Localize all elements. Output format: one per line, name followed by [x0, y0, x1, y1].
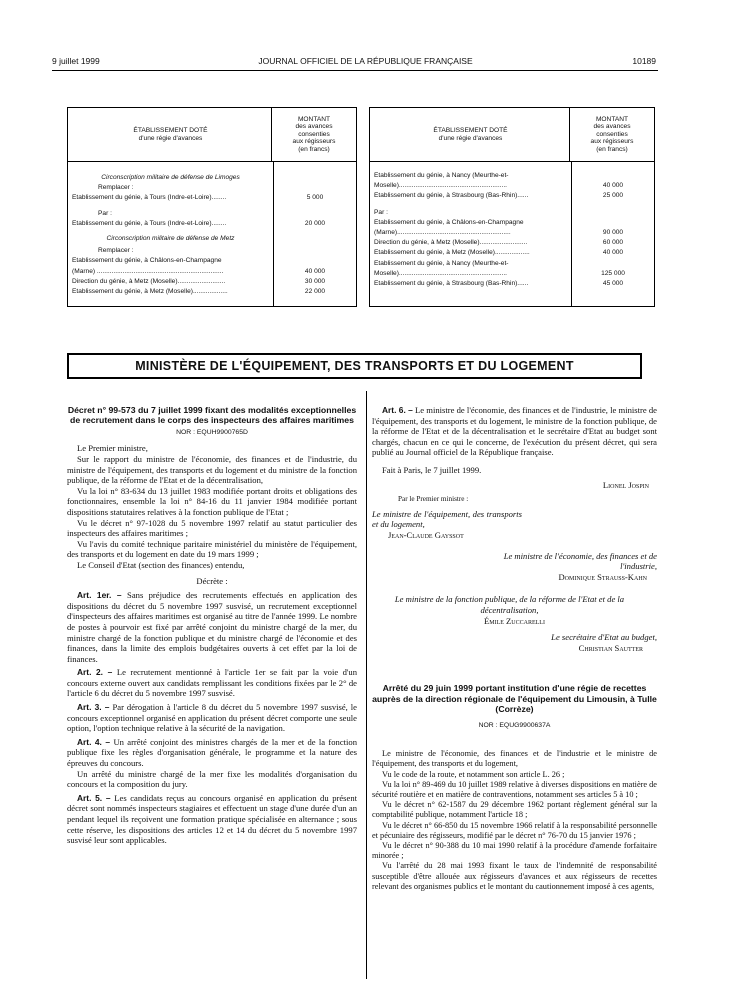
arrete-paragraph: Vu le décret n° 90-388 du 10 mai 1990 relatif à la procédure d'amende forfaitaire minorée ;	[372, 840, 657, 861]
left-column	[67, 405, 357, 846]
column-separator	[366, 391, 367, 979]
table-row-label: Etablissement du génie, à Tours (Indre-et-Loire)........	[72, 219, 227, 227]
table-right	[369, 107, 655, 307]
table-row-label: Etablissement du génie, à Strasbourg (Bas-Rhin)......	[374, 280, 529, 287]
header-rule	[52, 70, 658, 71]
table-row-label: Etablissement du génie, à Metz (Moselle)...................	[374, 249, 530, 257]
right-column	[372, 405, 657, 892]
done-at: Fait à Paris, le 7 juillet 1999.	[382, 464, 482, 475]
table-row-label: Etablissement du génie, à Châlons-en-Champagne	[72, 257, 222, 265]
preamble-paragraph: Le Conseil d'Etat (section des finances) entendu,	[77, 559, 245, 570]
table-row-label: Remplacer :	[98, 184, 134, 192]
article-paragraph: Un arrêté du ministre chargé de la mer fixe les modalités d'organisation du concours et la composition du jury.	[67, 768, 357, 790]
sig2-role: Le ministre de l'économie, des finances et de l'industrie,	[503, 550, 657, 572]
arrete-paragraph: Vu la loi n° 89-469 du 10 juillet 1989 relative à diverses dispositions en matière de sécurité routière et en matière de contraventions, notamment ses articles 5 à 10 ;	[372, 779, 657, 799]
decrete: Décrète :	[196, 575, 228, 586]
preamble-paragraph: Sur le rapport du ministre de l'économie, des finances et de l'industrie, du ministre de l'équipement, des transports et du logement et du ministre de la fonction publique, de la réforme de l'Etat et de la décentralisation,	[67, 454, 357, 486]
arrete-paragraph: Vu le décret n° 66-850 du 15 novembre 1966 relatif à la responsabilité personnelle et pécuniaire des régisseurs, modifié par le décret n° 76-70 du 15 janvier 1976 ;	[372, 820, 657, 840]
signatory-pm: Lionel Jospin	[602, 479, 649, 490]
table-row-label: Etablissement du génie, à Nancy (Meurthe-et-	[374, 259, 509, 267]
sig4-role: Le secrétaire d'Etat au budget,	[551, 632, 657, 643]
table-row-amount: 22 000	[304, 288, 326, 295]
table-row-label: Par :	[98, 209, 112, 217]
table-row-amount: 90 000	[602, 229, 624, 236]
col-amount-header: MONTANT des avances consenties aux régisseurs (en francs)	[569, 108, 654, 161]
preamble-paragraph: Vu l'avis du comité technique paritaire ministériel du ministère de l'équipement, des transports et du logement en date du 19 mars 1999 ;	[67, 538, 357, 560]
col-amount-header: MONTANT des avances consenties aux régisseurs (en francs)	[271, 108, 356, 161]
table-row-amount: 40 000	[304, 267, 326, 275]
sig1-role: Le ministre de l'équipement, des transports et du logement,	[372, 508, 522, 530]
arrete-paragraph: Vu le décret n° 62-1587 du 29 décembre 1962 portant règlement général sur la comptabilité publique, notamment l'article 18 ;	[372, 800, 657, 820]
table-row-amount: 45 000	[602, 280, 624, 287]
table-left	[67, 107, 357, 307]
preamble-paragraph: Vu le décret n° 97-1028 du 5 novembre 1997 relatif au statut particulier des inspecteurs des affaires maritimes ;	[67, 517, 357, 539]
table-row-label: Etablissement du génie, à Metz (Moselle)...................	[72, 288, 228, 295]
sig3-role: Le ministre de la fonction publique, de la réforme de l'Etat et de la décentralisation,	[394, 594, 625, 615]
arrete-paragraph: Le ministre de l'économie, des finances et de l'industrie et le ministre de l'équipement, des transports et du logement,	[372, 749, 657, 769]
table-row-label: Etablissement du génie, à Châlons-en-Champagne	[374, 218, 524, 226]
table-row-label: Remplacer :	[98, 247, 134, 255]
table-row-amount: 20 000	[304, 219, 326, 227]
table-row-label: Etablissement du génie, à Nancy (Meurthe-et-	[374, 172, 509, 179]
arrete-title: Arrêté du 29 juin 1999 portant institution d'une régie de recettes auprès de la direction régionale de l'équipement du Limousin, à Tulle (Corrèze)	[372, 683, 657, 715]
table-row-label: Circonscription militaire de défense de Limoges	[101, 174, 240, 181]
header-date: 9 juillet 1999	[52, 56, 100, 66]
decree-title: Décret n° 99-573 du 7 juillet 1999 fixant des modalités exceptionnelles de recrutement dans le corps des inspecteurs des affaires maritimes	[67, 405, 357, 426]
col-establishment-header: ÉTABLISSEMENT DOTÉ d'une régie d'avances	[133, 126, 208, 142]
table-row-label: Direction du génie, à Metz (Moselle)..........................	[374, 239, 528, 247]
table-row-amount: 125 000	[601, 269, 625, 277]
article-paragraph: Art. 2. – Le recrutement mentionné à l'article 1er se fait par la voie d'un concours externe ouvert aux candidats remplissant les conditions fixées par le 2° de l'article 6 du décret du 5 novembre 1997 susvisé.	[67, 667, 358, 699]
decree-articles	[67, 590, 357, 846]
arrete-paragraph: Vu l'arrêté du 28 mai 1993 fixant le taux de l'indemnité de responsabilité susceptible d'être allouée aux régisseurs d'avances et aux régisseurs de recettes relevant des organismes publics et le montant du cautionnement imposé à ces agents,	[372, 861, 657, 891]
table-row-label: (Marne)..............................................................	[374, 229, 511, 236]
table-row-label: Etablissement du génie, à Strasbourg (Bas-Rhin)......	[374, 192, 529, 200]
table-row-amount: 25 000	[602, 192, 624, 200]
preamble-paragraph: Vu la loi n° 83-634 du 13 juillet 1983 modifiée portant droits et obligations des fonctionnaires, ensemble la loi n° 84-16 du 11 janvier 1984 modifiée portant dispositions statutaires relatives à la fonction publique de l'Etat ;	[67, 485, 357, 517]
preamble-paragraph: Le Premier ministre,	[77, 443, 148, 454]
journal-title: JOURNAL OFFICIEL DE LA RÉPUBLIQUE FRANÇAISE	[258, 56, 473, 66]
table-row-label: Moselle)...........................................................	[374, 269, 508, 277]
table-row-amount: 40 000	[602, 182, 624, 190]
arrete-paragraph: Vu le code de la route, et notamment son article L. 26 ;	[382, 769, 565, 779]
table-row-label: Moselle)...........................................................	[374, 182, 508, 190]
sig4-name: Christian Sautter	[578, 642, 643, 653]
article-paragraph: Art. 1er. – Sans préjudice des recrutements effectués en application des dispositions du décret du 5 novembre 1997 susvisé, un recrutement exceptionnel d'inspecteurs des affaires maritimes est organisé au titre de l'année 1999. Le nombre de postes à pourvoir est fixé par arrêté conjoint du ministre chargé de la mer, du ministre chargé de la fonction publique et du ministre chargé de l'économie et des finances, dans la limite des emplois budgétaires ouverts à cet effet par la loi de finances.	[67, 590, 357, 664]
col-establishment-header: ÉTABLISSEMENT DOTÉ d'une régie d'avances	[433, 126, 508, 142]
table-row-amount: 60 000	[602, 239, 624, 247]
table-row-amount: 40 000	[602, 249, 624, 257]
page-number: 10189	[632, 56, 656, 66]
article-paragraph: Art. 5. – Les candidats reçus au concours organisé en application du présent décret sont nommés inspecteurs stagiaires et effectuent un stage d'une durée d'un an pendant lequel ils reçoivent une formation pratique spécialisée en alternance ; sous cette réserve, les dispositions des articles 12 et 14 du décret du 5 novembre 1997 susvisé leur sont applicables.	[67, 792, 358, 846]
sig1-name: Jean-Claude Gayssot	[388, 529, 464, 540]
table-right-header	[370, 108, 654, 162]
table-row-label: Par :	[374, 208, 388, 216]
table-row-amount: 5 000	[306, 194, 324, 202]
sig3-name: Émile Zuccarelli	[484, 615, 545, 626]
arrete-preamble	[372, 749, 657, 892]
table-row-amount: 30 000	[304, 277, 326, 285]
arrete-nor: NOR : EQUG9900637A	[478, 721, 551, 729]
table-row-label: (Marne) .....................................................................	[72, 267, 224, 275]
table-left-header	[68, 108, 356, 162]
article-6: Art. 6. – Le ministre de l'économie, des finances et de l'industrie, le ministre de l'équipement, des transports et du logement, le ministre de la fonction publique, de la réforme de l'Etat et de la décentralisation et le secrétaire d'Etat au budget sont chargés, chacun en ce qui le concerne, de l'exécution du présent décret, qui sera publié au Journal officiel de la République française.	[372, 405, 657, 458]
sig2-name: Dominique Strauss-Kahn	[558, 571, 647, 582]
decree-nor: NOR : EQUH9900765D	[176, 428, 248, 436]
ministry-title: MINISTÈRE DE L'ÉQUIPEMENT, DES TRANSPORTS ET DU LOGEMENT	[67, 353, 642, 379]
table-row-label: Circonscription militaire de défense de Metz	[106, 235, 235, 242]
table-row-label: Direction du génie, à Metz (Moselle)..........................	[72, 277, 226, 285]
by-pm: Par le Premier ministre :	[398, 495, 469, 504]
table-row-label: Etablissement du génie, à Tours (Indre-et-Loire)........	[72, 194, 227, 202]
article-paragraph: Art. 4. – Un arrêté conjoint des ministres chargés de la mer et de la fonction publique fixe les règles d'organisation générale, le programme et la nature des épreuves du concours.	[67, 736, 358, 769]
article-paragraph: Art. 3. – Par dérogation à l'article 8 du décret du 5 novembre 1997 susvisé, le concours exceptionnel organisé en application du présent décret comporte une seule option, l'option technique relative à la sécurité de la navigation.	[67, 702, 357, 734]
decree-preamble	[67, 443, 357, 570]
